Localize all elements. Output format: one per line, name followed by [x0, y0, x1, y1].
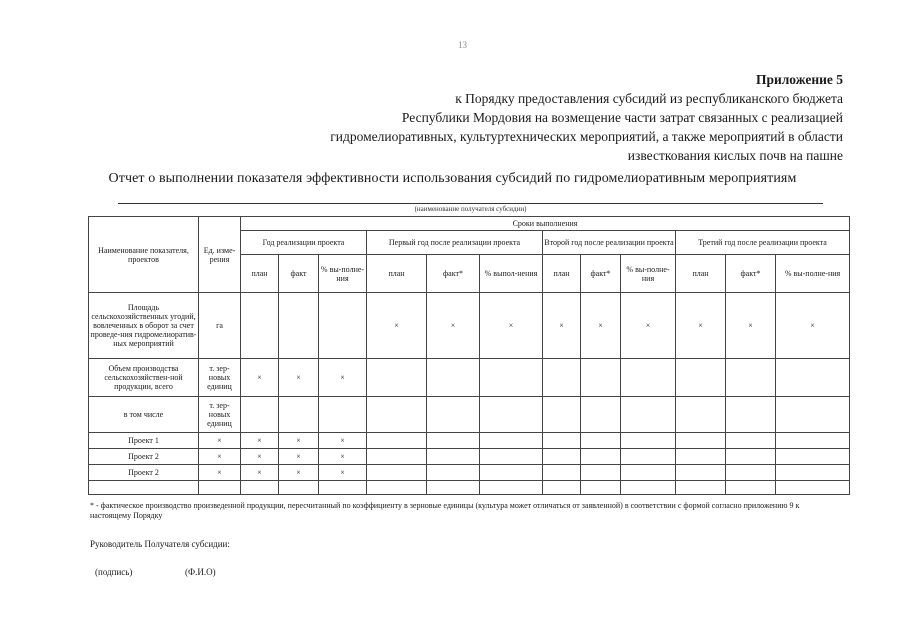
- appendix-line: известкования кислых почв на пашне: [627, 148, 843, 163]
- subheader-cell: % вы-полне-ния: [776, 255, 850, 293]
- table-cell: ×: [319, 465, 367, 481]
- subheader-cell: план: [241, 255, 279, 293]
- table-cell: ×: [319, 449, 367, 465]
- table-cell: [367, 449, 427, 465]
- subheader-cell: факт: [279, 255, 319, 293]
- table-cell: [241, 481, 279, 495]
- table-cell: [621, 433, 676, 449]
- table-cell: [367, 481, 427, 495]
- table-cell: [279, 397, 319, 433]
- table-cell: ×: [241, 433, 279, 449]
- table-cell: [621, 397, 676, 433]
- head-label: Руководитель Получателя субсидии:: [90, 539, 230, 549]
- appendix-line: гидромелиоративных, культуртехнических мероприятий, а также мероприятий в области: [330, 129, 843, 144]
- table-cell: ×: [241, 359, 279, 397]
- table-cell: [676, 433, 726, 449]
- table-cell: ×: [776, 293, 850, 359]
- signature-label: (подпись): [95, 567, 133, 577]
- table-cell: ×: [480, 293, 543, 359]
- table-row: [89, 433, 850, 449]
- table-cell: [581, 433, 621, 449]
- fio-label: (Ф.И.О): [185, 567, 216, 577]
- table-cell: [480, 397, 543, 433]
- table-cell: ×: [319, 359, 367, 397]
- table-cell: [581, 449, 621, 465]
- row-unit: ×: [199, 449, 241, 465]
- table-cell: [621, 481, 676, 495]
- table-cell: [776, 481, 850, 495]
- table-cell: [319, 481, 367, 495]
- subheader-cell: факт*: [427, 255, 480, 293]
- row-name: [89, 481, 199, 495]
- table-cell: [543, 359, 581, 397]
- row-unit: [199, 481, 241, 495]
- subheader-cell: план: [367, 255, 427, 293]
- subheader-cell: % вы-полне-ния: [319, 255, 367, 293]
- subheader-cell: факт*: [726, 255, 776, 293]
- table-cell: ×: [279, 359, 319, 397]
- table-cell: [776, 449, 850, 465]
- table-cell: ×: [427, 293, 480, 359]
- table-cell: ×: [621, 293, 676, 359]
- table-cell: [480, 449, 543, 465]
- table-row: [89, 449, 850, 465]
- table-cell: [621, 359, 676, 397]
- row-unit: ×: [199, 433, 241, 449]
- table-cell: [543, 449, 581, 465]
- table-cell: [367, 359, 427, 397]
- row-name: Проект 1: [89, 433, 199, 449]
- table-cell: [726, 433, 776, 449]
- table-cell: ×: [279, 465, 319, 481]
- table-cell: [367, 397, 427, 433]
- table-cell: [676, 359, 726, 397]
- table-cell: [279, 481, 319, 495]
- row-unit: га: [199, 293, 241, 359]
- table-cell: ×: [279, 433, 319, 449]
- page-number: 13: [458, 40, 467, 50]
- table-cell: ×: [367, 293, 427, 359]
- table-row: [89, 465, 850, 481]
- table-row: [89, 397, 850, 433]
- table-cell: [581, 465, 621, 481]
- footnote: * - фактическое производство произведенной продукции, пересчитанный по коэффициенту в зерновые единицы (культура может отличаться от заявленной) в соответствии с формой согласно приложению 9 к настоящему Порядку: [90, 501, 800, 520]
- report-table: [88, 216, 850, 495]
- subheader-cell: % вы-полне-ния: [621, 255, 676, 293]
- subheader-cell: план: [543, 255, 581, 293]
- table-cell: ×: [726, 293, 776, 359]
- table-cell: [726, 359, 776, 397]
- table-cell: [480, 481, 543, 495]
- table-cell: ×: [319, 433, 367, 449]
- row-unit: ×: [199, 465, 241, 481]
- row-name: Площадь сельскохозяйственных угодий, вовлеченных в оборот за счет проведе-ния гидромелиоратив-ных мероприятий: [89, 293, 199, 359]
- table-cell: [427, 449, 480, 465]
- row-unit: т. зер-новых единиц: [199, 359, 241, 397]
- table-cell: [581, 359, 621, 397]
- table-row: [89, 481, 850, 495]
- header-unit: Ед. изме-рения: [199, 217, 241, 293]
- table-cell: [427, 397, 480, 433]
- table-cell: [427, 481, 480, 495]
- subheader-cell: план: [676, 255, 726, 293]
- header-period: Первый год после реализации проекта: [367, 231, 543, 255]
- table-cell: [621, 465, 676, 481]
- table-cell: [427, 359, 480, 397]
- header-period: Второй год после реализации проекта: [543, 231, 676, 255]
- table-cell: [776, 433, 850, 449]
- table-cell: [367, 433, 427, 449]
- table-cell: [676, 397, 726, 433]
- table-cell: [726, 449, 776, 465]
- table-cell: ×: [581, 293, 621, 359]
- header-period: Третий год после реализации проекта: [676, 231, 850, 255]
- recipient-caption: (наименование получателя субсидии): [414, 205, 527, 213]
- table-cell: [776, 465, 850, 481]
- table-cell: ×: [543, 293, 581, 359]
- table-cell: [241, 293, 279, 359]
- table-cell: [581, 481, 621, 495]
- table-cell: [726, 465, 776, 481]
- table-cell: [676, 449, 726, 465]
- row-name: в том числе: [89, 397, 199, 433]
- table-cell: [480, 465, 543, 481]
- table-cell: [319, 397, 367, 433]
- table-cell: [676, 481, 726, 495]
- table-cell: ×: [241, 465, 279, 481]
- table-cell: [427, 465, 480, 481]
- table-cell: ×: [279, 449, 319, 465]
- report-title: Отчет о выполнении показателя эффективности использования субсидий по гидромелиоративным мероприятиям: [108, 171, 797, 186]
- table-cell: [776, 397, 850, 433]
- header-indicator: Наименование показателя, проектов: [89, 217, 199, 293]
- appendix-block: [330, 70, 843, 165]
- table-cell: [676, 465, 726, 481]
- recipient-underline: [118, 203, 823, 204]
- table-cell: [543, 397, 581, 433]
- table-cell: ×: [676, 293, 726, 359]
- header-period: Год реализации проекта: [241, 231, 367, 255]
- table-cell: [427, 433, 480, 449]
- table-cell: ×: [241, 449, 279, 465]
- table-cell: [241, 397, 279, 433]
- table-cell: [279, 293, 319, 359]
- subheader-cell: факт*: [581, 255, 621, 293]
- row-name: Объем производства сельскохозяйствен-ной продукции, всего: [89, 359, 199, 397]
- appendix-line: к Порядку предоставления субсидий из республиканского бюджета: [455, 91, 843, 106]
- table-cell: [543, 433, 581, 449]
- table-cell: [543, 481, 581, 495]
- table-cell: [319, 293, 367, 359]
- row-name: Проект 2: [89, 449, 199, 465]
- table-cell: [480, 359, 543, 397]
- table-cell: [581, 397, 621, 433]
- table-cell: [726, 481, 776, 495]
- table-cell: [480, 433, 543, 449]
- table-row: [89, 293, 850, 359]
- table-cell: [543, 465, 581, 481]
- table-cell: [621, 449, 676, 465]
- table-cell: [726, 397, 776, 433]
- table-row: [89, 359, 850, 397]
- appendix-title: Приложение 5: [755, 72, 843, 87]
- table-cell: [367, 465, 427, 481]
- row-unit: т. зер-новых единиц: [199, 397, 241, 433]
- appendix-line: Республики Мордовия на возмещение части затрат связанных с реализацией: [401, 110, 843, 125]
- table-cell: [776, 359, 850, 397]
- subheader-cell: % выпол-нения: [480, 255, 543, 293]
- row-name: Проект 2: [89, 465, 199, 481]
- header-terms: Сроки выполнения: [241, 217, 850, 231]
